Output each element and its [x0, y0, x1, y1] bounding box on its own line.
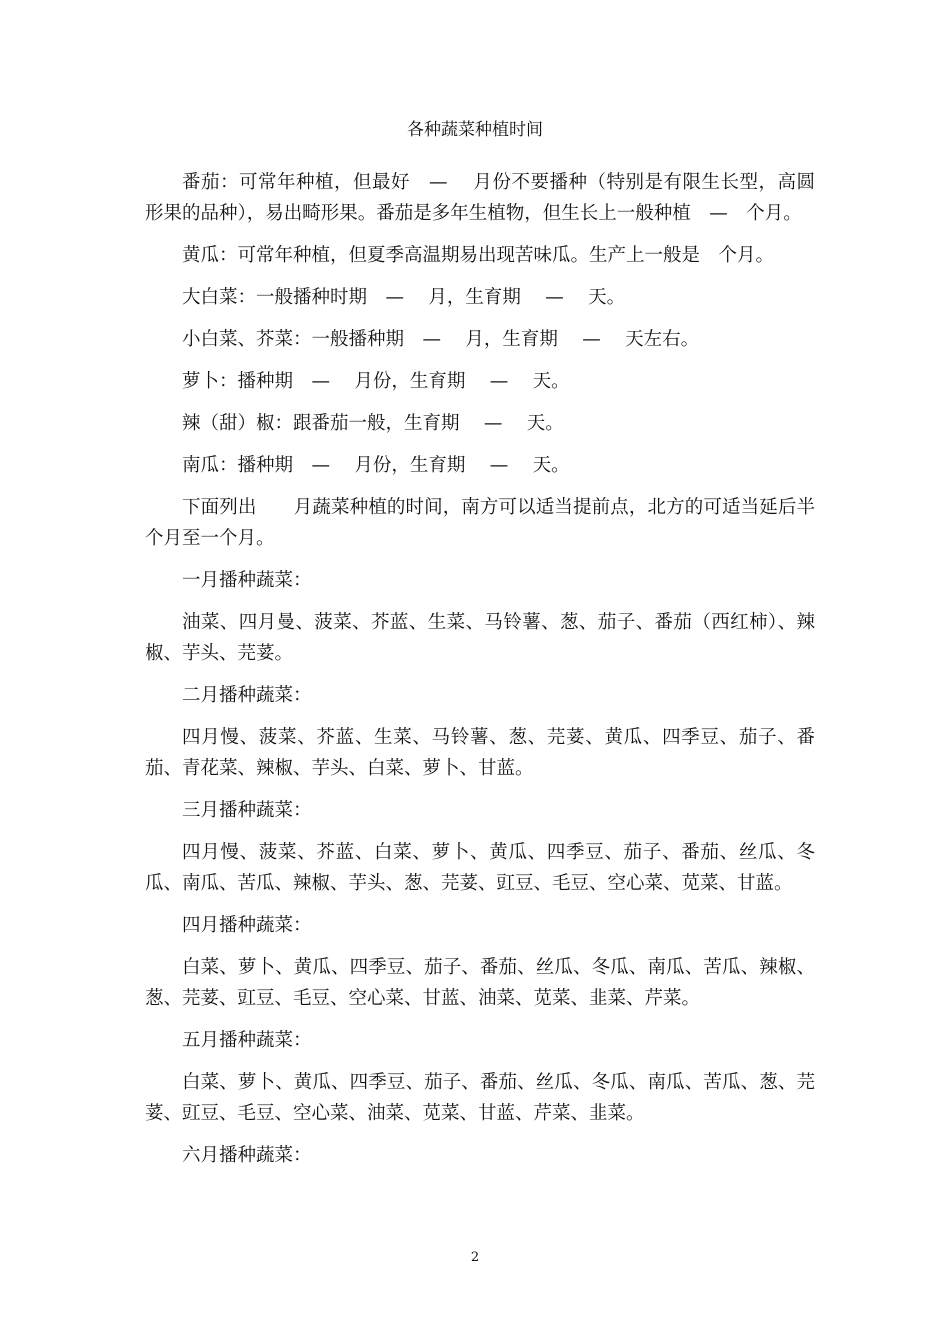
heading-may: 五月播种蔬菜： [182, 1030, 312, 1051]
heading-january: 一月播种蔬菜： [182, 570, 312, 591]
page-number: 2 [470, 1250, 480, 1265]
paragraph-pepper: 辣（甜）椒：跟番茄一般，生育期 — 天。 [182, 413, 564, 434]
heading-april: 四月播种蔬菜： [182, 915, 312, 936]
paragraph-radish: 萝卜：播种期 — 月份，生育期 — 天。 [182, 371, 570, 392]
document-title: 各种蔬菜种植时间 [407, 120, 543, 140]
heading-march: 三月播种蔬菜： [182, 800, 312, 821]
paragraph-bok-choy-mustard: 小白菜、芥菜：一般播种期 — 月，生育期 — 天左右。 [182, 329, 700, 350]
list-may: 白菜、萝卜、黄瓜、四季豆、茄子、番茄、丝瓜、冬瓜、南瓜、苦瓜、葱、芫荽、豇豆、毛豆、空心菜、油菜、苋菜、甘蓝、芹菜、韭菜。 [145, 1072, 815, 1124]
paragraph-intro-monthly: 下面列出 月蔬菜种植的时间，南方可以适当提前点，北方的可适当延后半个月至一个月。 [145, 497, 815, 549]
heading-june: 六月播种蔬菜： [182, 1145, 312, 1166]
list-january: 油菜、四月曼、菠菜、芥蓝、生菜、马铃薯、葱、茄子、番茄（西红柿）、辣椒、芋头、芫荽。 [145, 612, 815, 664]
list-march: 四月慢、菠菜、芥蓝、白菜、萝卜、黄瓜、四季豆、茄子、番茄、丝瓜、冬瓜、南瓜、苦瓜、辣椒、芋头、葱、芫荽、豇豆、毛豆、空心菜、苋菜、甘蓝。 [145, 842, 815, 894]
list-april: 白菜、萝卜、黄瓜、四季豆、茄子、番茄、丝瓜、冬瓜、南瓜、苦瓜、辣椒、葱、芫荽、豇豆、毛豆、空心菜、甘蓝、油菜、苋菜、韭菜、芹菜。 [145, 957, 815, 1009]
heading-february: 二月播种蔬菜： [182, 685, 312, 706]
paragraph-cucumber: 黄瓜：可常年种植，但夏季高温期易出现苦味瓜。生产上一般是 个月。 [182, 245, 775, 266]
paragraph-tomato: 番茄：可常年种植，但最好 — 月份不要播种（特别是有限生长型，高圆形果的品种），易出畸形果。番茄是多年生植物，但生长上一般种植 — 个月。 [145, 172, 815, 224]
document-body [145, 142, 815, 1182]
paragraph-pumpkin: 南瓜：播种期 — 月份，生育期 — 天。 [182, 455, 570, 476]
list-february: 四月慢、菠菜、芥蓝、生菜、马铃薯、葱、芫荽、黄瓜、四季豆、茄子、番茄、青花菜、辣椒、芋头、白菜、萝卜、甘蓝。 [145, 727, 815, 779]
paragraph-chinese-cabbage: 大白菜：一般播种时期 — 月，生育期 — 天。 [182, 287, 626, 308]
